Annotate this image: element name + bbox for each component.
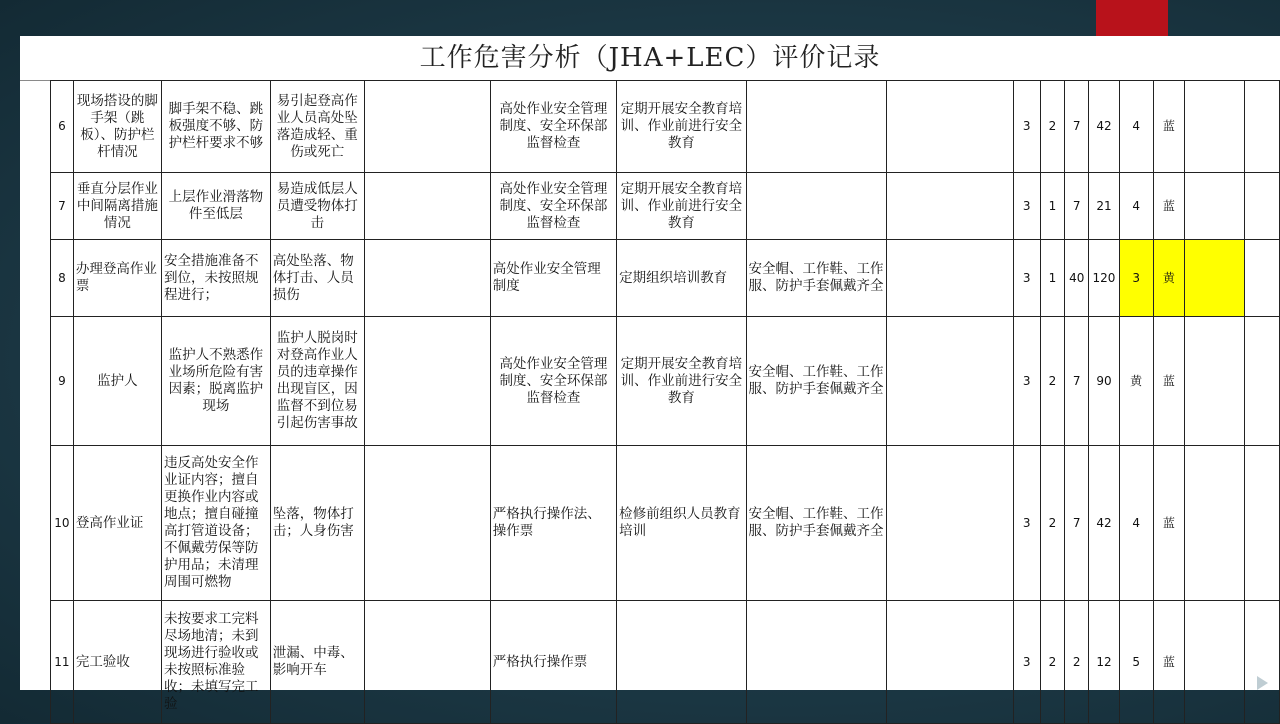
consequence-value: 7 (1065, 173, 1089, 240)
blank-cell (1185, 81, 1245, 173)
exposure-value: 2 (1040, 601, 1065, 724)
training-measures: 定期组织培训教育 (617, 240, 746, 317)
blank-cell (1245, 81, 1280, 173)
risk-color: 黄 (1153, 240, 1185, 317)
hazard-consequence: 泄漏、中毒、影响开车 (270, 601, 364, 724)
blank-cell (1245, 240, 1280, 317)
likelihood-value: 3 (1013, 240, 1040, 317)
page-title: 工作危害分析（JHA+LEC）评价记录 (20, 36, 1280, 81)
red-accent-tab (1096, 0, 1168, 36)
training-measures: 定期开展安全教育培训、作业前进行安全教育 (617, 173, 746, 240)
hazard-consequence: 易引起登高作业人员高处坠落造成轻、重伤或死亡 (270, 81, 364, 173)
management-measures: 严格执行操作票 (490, 601, 616, 724)
ppe-measures (746, 81, 886, 173)
exposure-value: 1 (1040, 173, 1065, 240)
row-number: 9 (51, 317, 74, 446)
row-number: 7 (51, 173, 74, 240)
exposure-value: 2 (1040, 81, 1065, 173)
exposure-value: 2 (1040, 446, 1065, 601)
table-row (51, 601, 1280, 724)
next-slide-icon[interactable] (1257, 676, 1268, 690)
consequence-value: 40 (1065, 240, 1089, 317)
blank-cell (1245, 317, 1280, 446)
hazard-consequence: 监护人脱岗时对登高作业人员的违章操作出现盲区，因监督不到位易引起伤害事故 (270, 317, 364, 446)
blank-cell (886, 173, 1013, 240)
hazard-description: 上层作业滑落物件至低层 (162, 173, 271, 240)
risk-score: 12 (1089, 601, 1120, 724)
hazard-consequence: 高处坠落、物体打击、人员损伤 (270, 240, 364, 317)
risk-level: 黄 (1119, 317, 1153, 446)
blank-cell (364, 446, 490, 601)
hazard-description: 脚手架不稳、跳板强度不够、防护栏杆要求不够 (162, 81, 271, 173)
work-step: 办理登高作业票 (73, 240, 161, 317)
likelihood-value: 3 (1013, 446, 1040, 601)
blank-cell (1245, 446, 1280, 601)
blank-cell (886, 81, 1013, 173)
management-measures: 高处作业安全管理制度、安全环保部监督检查 (490, 317, 616, 446)
risk-level: 4 (1119, 81, 1153, 173)
risk-score: 42 (1089, 446, 1120, 601)
jha-record-sheet (20, 36, 1280, 712)
blank-cell (1185, 173, 1245, 240)
blank-cell (886, 446, 1013, 601)
hazard-description: 违反高处安全作业证内容；擅自更换作业内容或地点；擅自碰撞高打管道设备；不佩戴劳保等防护用品；未清理周围可燃物 (162, 446, 271, 601)
hazard-description: 未按要求工完料尽场地清；未到现场进行验收或未按照标准验收；未填写完工验 (162, 601, 271, 724)
likelihood-value: 3 (1013, 601, 1040, 724)
risk-level: 4 (1119, 446, 1153, 601)
jha-table (50, 80, 1280, 724)
blank-cell (1185, 317, 1245, 446)
row-number: 10 (51, 446, 74, 601)
consequence-value: 7 (1065, 446, 1089, 601)
risk-color: 蓝 (1153, 173, 1185, 240)
blank-cell (364, 81, 490, 173)
risk-color: 蓝 (1153, 601, 1185, 724)
blank-cell (886, 240, 1013, 317)
ppe-measures (746, 173, 886, 240)
risk-color: 蓝 (1153, 446, 1185, 601)
table-row (51, 173, 1280, 240)
row-number: 8 (51, 240, 74, 317)
consequence-value: 2 (1065, 601, 1089, 724)
work-step: 垂直分层作业中间隔离措施情况 (73, 173, 161, 240)
blank-cell (1245, 601, 1280, 724)
likelihood-value: 3 (1013, 173, 1040, 240)
risk-score: 120 (1089, 240, 1120, 317)
management-measures: 严格执行操作法、操作票 (490, 446, 616, 601)
training-measures: 定期开展安全教育培训、作业前进行安全教育 (617, 81, 746, 173)
risk-level: 4 (1119, 173, 1153, 240)
hazard-description: 安全措施准备不到位，未按照规程进行； (162, 240, 271, 317)
likelihood-value: 3 (1013, 81, 1040, 173)
risk-score: 21 (1089, 173, 1120, 240)
ppe-measures: 安全帽、工作鞋、工作服、防护手套佩戴齐全 (746, 446, 886, 601)
training-measures: 检修前组织人员教育培训 (617, 446, 746, 601)
management-measures: 高处作业安全管理制度 (490, 240, 616, 317)
exposure-value: 2 (1040, 317, 1065, 446)
blank-cell (1245, 173, 1280, 240)
ppe-measures: 安全帽、工作鞋、工作服、防护手套佩戴齐全 (746, 317, 886, 446)
work-step: 完工验收 (73, 601, 161, 724)
blank-cell (364, 601, 490, 724)
management-measures: 高处作业安全管理制度、安全环保部监督检查 (490, 173, 616, 240)
blank-cell (364, 173, 490, 240)
risk-color: 蓝 (1153, 317, 1185, 446)
work-step: 现场搭设的脚手架（跳板）、防护栏杆情况 (73, 81, 161, 173)
risk-score: 42 (1089, 81, 1120, 173)
blank-cell (1185, 446, 1245, 601)
row-number: 11 (51, 601, 74, 724)
blank-cell (886, 317, 1013, 446)
hazard-consequence: 坠落，物体打击；人身伤害 (270, 446, 364, 601)
training-measures: 定期开展安全教育培训、作业前进行安全教育 (617, 317, 746, 446)
row-number: 6 (51, 81, 74, 173)
hazard-consequence: 易造成低层人员遭受物体打击 (270, 173, 364, 240)
work-step: 监护人 (73, 317, 161, 446)
risk-color: 蓝 (1153, 81, 1185, 173)
table-row (51, 81, 1280, 173)
blank-cell (1185, 240, 1245, 317)
blank-cell (886, 601, 1013, 724)
risk-score: 90 (1089, 317, 1120, 446)
risk-level: 5 (1119, 601, 1153, 724)
consequence-value: 7 (1065, 81, 1089, 173)
work-step: 登高作业证 (73, 446, 161, 601)
blank-cell (1185, 601, 1245, 724)
table-row (51, 446, 1280, 601)
hazard-description: 监护人不熟悉作业场所危险有害因素；脱离监护现场 (162, 317, 271, 446)
table-row (51, 317, 1280, 446)
risk-level: 3 (1119, 240, 1153, 317)
likelihood-value: 3 (1013, 317, 1040, 446)
exposure-value: 1 (1040, 240, 1065, 317)
table-row (51, 240, 1280, 317)
consequence-value: 7 (1065, 317, 1089, 446)
blank-cell (364, 240, 490, 317)
ppe-measures: 安全帽、工作鞋、工作服、防护手套佩戴齐全 (746, 240, 886, 317)
ppe-measures (746, 601, 886, 724)
blank-cell (364, 317, 490, 446)
training-measures (617, 601, 746, 724)
management-measures: 高处作业安全管理制度、安全环保部监督检查 (490, 81, 616, 173)
